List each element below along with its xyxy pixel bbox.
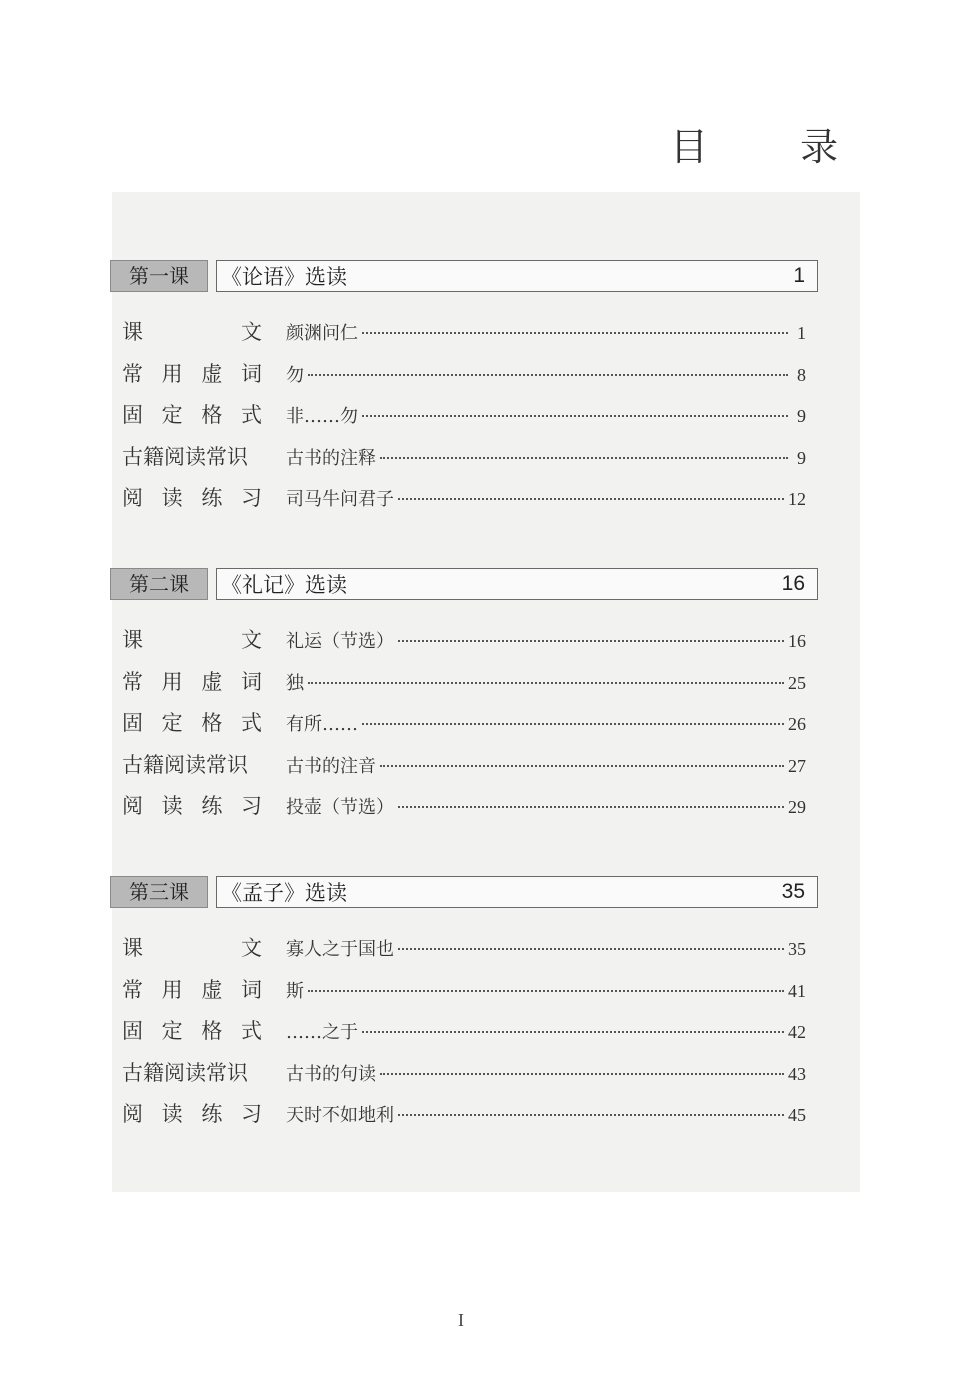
category-char: 练 [201, 794, 223, 818]
entry-title: 天时不如地利 [286, 1105, 394, 1126]
page-title: 目 录 [670, 125, 879, 169]
lesson-title: 《论语》选读 [221, 265, 347, 289]
lesson-title-box [216, 260, 818, 292]
dot-leader [308, 681, 784, 684]
dot-leader [398, 639, 784, 642]
category-char: 词 [240, 669, 262, 694]
entry-category [122, 1057, 262, 1087]
category-char: 词 [240, 361, 262, 386]
lesson-title: 《孟子》选读 [221, 881, 347, 905]
toc-entry[interactable] [110, 1098, 818, 1140]
entry-category [122, 974, 262, 1004]
lesson-title-box [216, 568, 818, 600]
entry-page-number: 1 [797, 323, 806, 343]
toc-entry[interactable] [110, 790, 818, 832]
category-char: 阅 [122, 794, 143, 818]
lesson-header[interactable] [110, 568, 818, 600]
lesson-title: 《礼记》选读 [221, 573, 347, 597]
entry-title: 古书的注音 [286, 755, 376, 777]
entry-title: 投壶（节选） [286, 797, 394, 818]
category-char: 文 [241, 320, 262, 344]
category-char: 用 [161, 977, 183, 1002]
entry-title: 非……勿 [286, 406, 358, 427]
category-char: 格 [201, 1019, 223, 1043]
category-char: 古籍阅读常识 [122, 444, 248, 469]
dot-leader [308, 373, 788, 376]
category-char: 固 [122, 1019, 143, 1043]
lesson-page-number: 1 [793, 264, 805, 287]
lesson-header[interactable] [110, 876, 818, 908]
entry-title: 古书的注释 [286, 447, 376, 469]
category-char: 古籍阅读常识 [122, 1060, 248, 1085]
entry-page-number: 42 [788, 1022, 806, 1042]
category-char: 练 [201, 486, 223, 510]
category-char: 式 [240, 711, 262, 735]
entry-category [122, 749, 262, 779]
toc-entry[interactable] [110, 482, 818, 524]
entry-category [122, 624, 262, 654]
entry-title: 古书的句读 [286, 1063, 376, 1085]
lesson-number-label: 第三课 [110, 876, 208, 908]
toc-entry[interactable] [110, 932, 818, 974]
category-char: 古籍阅读常识 [122, 752, 248, 777]
entry-page-number: 45 [788, 1105, 806, 1125]
category-char: 读 [161, 486, 183, 510]
dot-leader [398, 1113, 784, 1116]
dot-leader [308, 989, 784, 992]
entry-title: 寡人之于国也 [286, 939, 394, 960]
entry-page-number: 8 [797, 364, 806, 385]
category-char: 固 [122, 403, 143, 427]
entry-category [122, 1015, 262, 1045]
entry-title: 勿 [286, 364, 304, 386]
lesson-entries [110, 932, 818, 1140]
entry-title: 斯 [286, 980, 304, 1002]
dot-leader [362, 722, 784, 725]
category-char: 格 [201, 403, 223, 427]
entry-page-number: 26 [788, 714, 806, 734]
toc-entry[interactable] [110, 1015, 818, 1057]
category-char: 读 [161, 1102, 183, 1126]
toc-entry[interactable] [110, 399, 818, 441]
category-char: 式 [240, 403, 262, 427]
entry-page-number: 16 [788, 631, 806, 651]
category-char: 习 [240, 486, 262, 510]
category-char: 定 [161, 1019, 183, 1043]
category-char: 习 [240, 794, 262, 818]
toc-entry[interactable] [110, 666, 818, 708]
category-char: 常 [122, 669, 143, 694]
category-char: 课 [122, 628, 143, 652]
toc-entry[interactable] [110, 974, 818, 1016]
entry-page-number: 41 [788, 980, 806, 1001]
category-char: 虚 [201, 977, 223, 1002]
entry-category [122, 358, 262, 388]
category-char: 定 [161, 403, 183, 427]
entry-page-number: 29 [788, 797, 806, 817]
entry-category [122, 666, 262, 696]
entry-category [122, 441, 262, 471]
entry-page-number: 35 [788, 939, 806, 959]
entry-category [122, 1098, 262, 1128]
entry-page-number: 9 [797, 406, 806, 426]
toc-entry[interactable] [110, 316, 818, 358]
toc-entry[interactable] [110, 749, 818, 791]
category-char: 文 [241, 628, 262, 652]
category-char: 词 [240, 977, 262, 1002]
entry-title: 颜渊问仁 [286, 323, 358, 344]
category-char: 阅 [122, 1102, 143, 1126]
toc-entry[interactable] [110, 707, 818, 749]
toc-entry[interactable] [110, 358, 818, 400]
lesson-header[interactable] [110, 260, 818, 292]
category-char: 虚 [201, 361, 223, 386]
entry-page-number: 9 [797, 447, 806, 468]
page-number: I [458, 1310, 464, 1330]
category-char: 常 [122, 977, 143, 1002]
entry-page-number: 43 [788, 1063, 806, 1084]
lesson-entries [110, 316, 818, 524]
entry-category [122, 790, 262, 820]
category-char: 课 [122, 936, 143, 960]
entry-category [122, 932, 262, 962]
category-char: 定 [161, 711, 183, 735]
entry-page-number: 27 [788, 755, 806, 776]
dot-leader [362, 1030, 784, 1033]
dot-leader [398, 805, 784, 808]
entry-category [122, 316, 262, 346]
category-char: 虚 [201, 669, 223, 694]
category-char: 固 [122, 711, 143, 735]
entry-page-number: 12 [788, 489, 806, 509]
lesson-number-label: 第二课 [110, 568, 208, 600]
entry-title: ……之于 [286, 1022, 358, 1043]
lesson-number-label: 第一课 [110, 260, 208, 292]
lesson-entries [110, 624, 818, 832]
entry-title: 独 [286, 672, 304, 694]
category-char: 习 [240, 1102, 262, 1126]
entry-title: 有所…… [286, 714, 358, 735]
category-char: 练 [201, 1102, 223, 1126]
category-char: 式 [240, 1019, 262, 1043]
entry-page-number: 25 [788, 672, 806, 693]
dot-leader [380, 456, 788, 459]
lesson-page-number: 16 [781, 572, 805, 595]
lesson-title-box [216, 876, 818, 908]
entry-category [122, 482, 262, 512]
dot-leader [398, 497, 784, 500]
toc-entry[interactable] [110, 441, 818, 483]
dot-leader [362, 331, 788, 334]
entry-title: 礼运（节选） [286, 631, 394, 652]
toc-entry[interactable] [110, 624, 818, 666]
toc-entry[interactable] [110, 1057, 818, 1099]
dot-leader [398, 947, 784, 950]
entry-title: 司马牛问君子 [286, 489, 394, 510]
entry-category [122, 399, 262, 429]
lesson-section [110, 876, 818, 1140]
lesson-page-number: 35 [781, 880, 805, 903]
category-char: 阅 [122, 486, 143, 510]
category-char: 格 [201, 711, 223, 735]
category-char: 读 [161, 794, 183, 818]
lesson-section [110, 568, 818, 832]
dot-leader [362, 414, 788, 417]
category-char: 文 [241, 936, 262, 960]
dot-leader [380, 1072, 784, 1075]
entry-category [122, 707, 262, 737]
category-char: 课 [122, 320, 143, 344]
category-char: 用 [161, 669, 183, 694]
lesson-section [110, 260, 818, 524]
dot-leader [380, 764, 784, 767]
category-char: 常 [122, 361, 143, 386]
category-char: 用 [161, 361, 183, 386]
